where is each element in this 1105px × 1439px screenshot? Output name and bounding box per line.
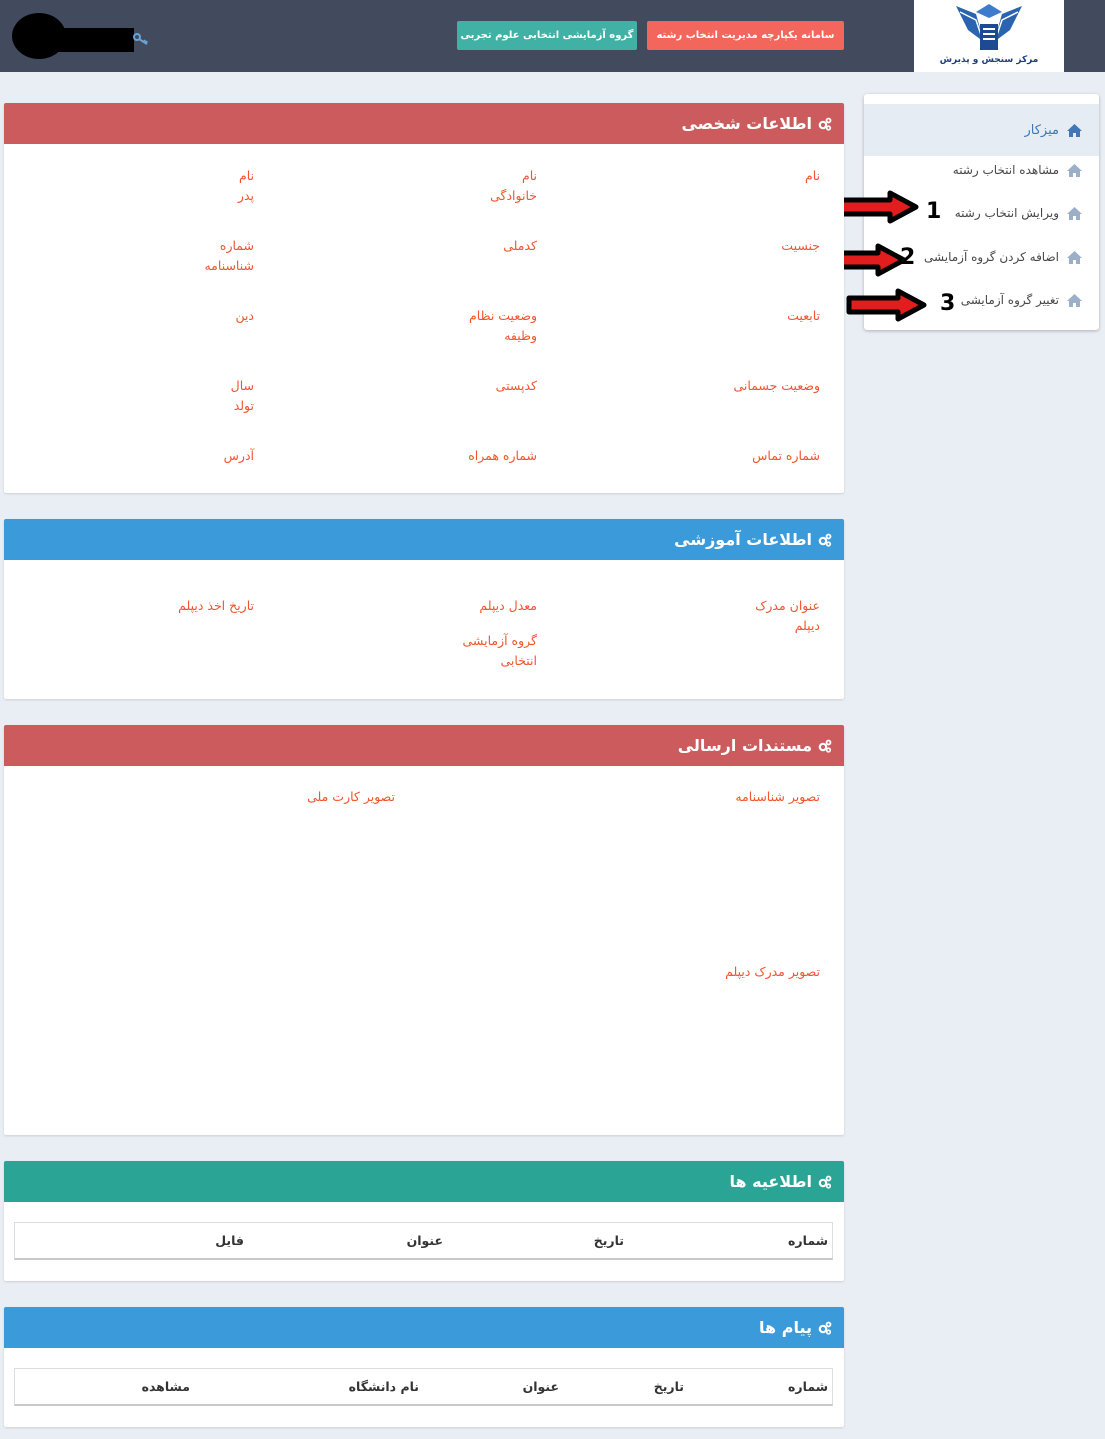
field-label: تابعیت	[787, 308, 820, 323]
field-label: نام پدر	[237, 168, 254, 203]
field-label: عنوان مدرک دیپلم	[755, 598, 820, 633]
panel-title: اطلاعات آموزشی	[674, 530, 812, 549]
university-emblem-icon	[954, 2, 1024, 54]
column-header: شماره	[788, 1233, 828, 1248]
top-navbar	[0, 0, 1105, 72]
user-name-redacted[interactable]	[50, 28, 134, 52]
cogs-icon	[818, 739, 832, 753]
field-label: شماره شناسنامه	[204, 238, 254, 273]
announcements-table-header	[14, 1222, 833, 1260]
field-label: وضعیت نظام وظیفه	[469, 308, 537, 343]
personal-info-panel	[4, 103, 844, 493]
field-label: تاریخ اخذ دیپلم	[178, 598, 254, 613]
column-header: نام دانشگاه	[348, 1379, 419, 1394]
education-info-panel	[4, 519, 844, 699]
panel-header	[4, 1161, 844, 1202]
field-label: وضعیت جسمانی	[733, 378, 820, 393]
home-icon	[1066, 293, 1083, 308]
key-icon[interactable]	[133, 32, 149, 46]
panel-title: اطلاعات شخصی	[681, 114, 812, 133]
home-icon	[1066, 206, 1083, 221]
annotation-arrow-3	[846, 288, 928, 322]
sidebar-item-dashboard[interactable]: میزکار	[864, 104, 1099, 156]
home-icon	[1066, 250, 1083, 265]
column-header: عنوان	[406, 1233, 443, 1248]
home-icon	[1066, 163, 1083, 178]
field-label: کدپستی	[495, 378, 537, 393]
field-label: شماره تماس	[752, 448, 820, 463]
annotation-number: 1	[926, 199, 942, 224]
messages-table-header	[14, 1368, 833, 1406]
panel-title: اطلاعیه ها	[729, 1172, 812, 1191]
document-label: تصویر کارت ملی	[307, 789, 395, 804]
system-title-button[interactable]: سامانه یکپارچه مدیریت انتخاب رشته	[647, 21, 844, 50]
panel-header	[4, 519, 844, 560]
panel-title: مستندات ارسالی	[677, 736, 812, 755]
annotation-number: 2	[900, 245, 916, 270]
logo[interactable]	[914, 0, 1064, 72]
field-label: گروه آزمایشی انتخابی	[462, 633, 537, 668]
document-label: تصویر مدرک دیپلم	[725, 964, 820, 979]
cogs-icon	[818, 1321, 832, 1335]
column-header: شماره	[788, 1379, 828, 1394]
field-label: دین	[235, 308, 254, 323]
field-label: آدرس	[223, 448, 254, 463]
panel-header	[4, 725, 844, 766]
documents-panel	[4, 725, 844, 1135]
field-label: کدملی	[503, 238, 537, 253]
sidebar-item-add-group[interactable]: اضافه کردن گروه آزمایشی	[864, 236, 1099, 278]
field-label: سال تولد	[230, 378, 254, 413]
selected-group-button[interactable]: گروه آزمایشی انتخابی علوم تجربی	[457, 21, 637, 50]
field-label: شماره همراه	[468, 448, 537, 463]
field-label: نام	[804, 168, 820, 183]
column-header: تاریخ	[593, 1233, 624, 1248]
column-header: مشاهده	[141, 1379, 190, 1394]
logo-caption: مرکز سنجش و پذیرش	[939, 55, 1039, 65]
sidebar-item-change-group[interactable]: تغییر گروه آزمایشی	[864, 279, 1099, 321]
field-label: معدل دیپلم	[479, 598, 537, 613]
announcements-panel	[4, 1161, 844, 1281]
column-header: عنوان	[522, 1379, 559, 1394]
panel-header	[4, 103, 844, 144]
sidebar-item-edit-selection[interactable]: ویرایش انتخاب رشته	[864, 192, 1099, 234]
cogs-icon	[818, 533, 832, 547]
cogs-icon	[818, 1175, 832, 1189]
field-label: نام خانوادگی	[490, 168, 537, 203]
field-label: جنسیت	[781, 238, 820, 253]
cogs-icon	[818, 117, 832, 131]
column-header: تاریخ	[653, 1379, 684, 1394]
panel-header	[4, 1307, 844, 1348]
annotation-number: 3	[940, 291, 956, 316]
home-icon	[1066, 123, 1083, 138]
document-label: تصویر شناسنامه	[735, 789, 820, 804]
messages-panel	[4, 1307, 844, 1427]
panel-title: پیام ها	[759, 1318, 812, 1337]
annotation-arrow-1	[838, 190, 920, 224]
sidebar-item-view-selection[interactable]: مشاهده انتخاب رشته	[864, 149, 1099, 191]
column-header: فایل	[215, 1233, 244, 1248]
